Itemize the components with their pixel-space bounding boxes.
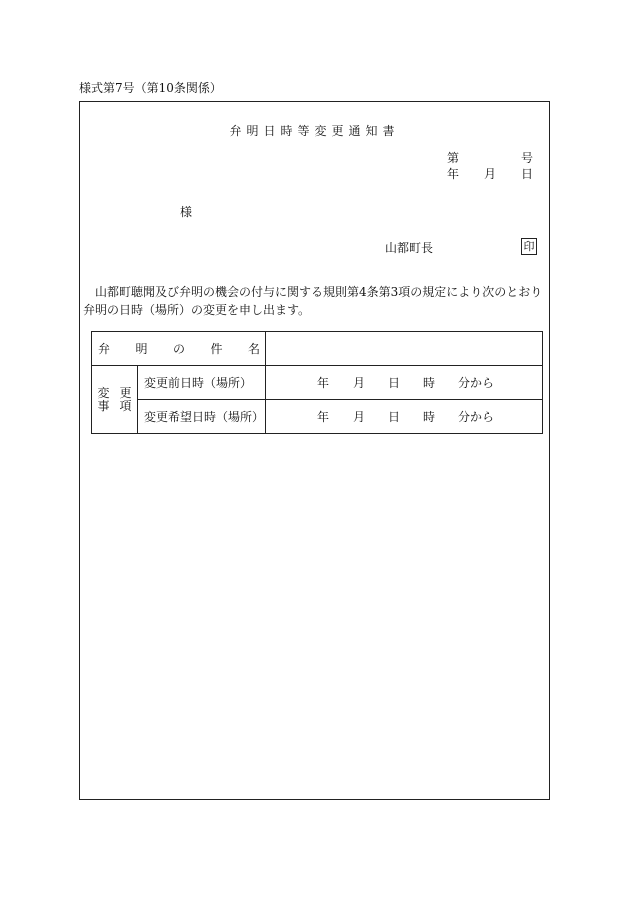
datetime-hour: 時 [423, 376, 436, 390]
case-name-label [92, 332, 266, 366]
datetime-year: 年 [317, 376, 330, 390]
case-name-char: 名 [247, 342, 260, 356]
form-frame [79, 101, 550, 800]
body-text: 山都町聴聞及び弁明の機会の付与に関する規則第4条第3項の規定により次のとおり弁明の日時（場所）の変更を申し出ます。 [83, 285, 543, 317]
before-change-label: 変更前日時（場所） [138, 366, 266, 400]
datetime-minute-from: 分から [458, 376, 495, 390]
case-name-char: 明 [135, 342, 148, 356]
change-details-table [91, 331, 543, 434]
addressee-suffix: 様 [180, 205, 193, 219]
change-label-char: 事 [97, 398, 110, 413]
change-label-char: 更 [119, 385, 132, 400]
sender-name: 山都町長 [385, 241, 434, 255]
before-change-datetime[interactable] [266, 366, 543, 400]
datetime-hour: 時 [423, 410, 436, 424]
document-number-go: 号 [520, 151, 533, 165]
datetime-day: 日 [388, 410, 401, 424]
datetime-day: 日 [388, 376, 401, 390]
date-day: 日 [520, 167, 533, 181]
table-row [92, 400, 543, 434]
desired-change-datetime[interactable] [266, 400, 543, 434]
document-title: 弁明日時等変更通知書 [229, 124, 400, 138]
datetime-minute-from: 分から [458, 410, 495, 424]
case-name-char: 弁 [98, 342, 111, 356]
case-name-char: 件 [210, 342, 223, 356]
form-number: 様式第7号（第10条関係） [79, 81, 222, 95]
desired-change-label: 変更希望日時（場所） [138, 400, 266, 434]
case-name-value[interactable] [266, 332, 543, 366]
case-name-char: の [172, 342, 185, 356]
seal-mark: 印 [521, 238, 537, 255]
datetime-year: 年 [317, 410, 330, 424]
date-year: 年 [447, 167, 460, 181]
document-number-dai: 第 [447, 151, 460, 165]
datetime-month: 月 [353, 410, 366, 424]
date-month: 月 [483, 167, 496, 181]
table-row-case-name [92, 332, 543, 366]
datetime-month: 月 [353, 376, 366, 390]
document-number [447, 150, 533, 166]
document-date [447, 166, 533, 182]
change-label-char: 変 [97, 385, 110, 400]
change-label-char: 項 [119, 398, 132, 413]
table-row [92, 366, 543, 400]
change-items-label [92, 366, 138, 434]
